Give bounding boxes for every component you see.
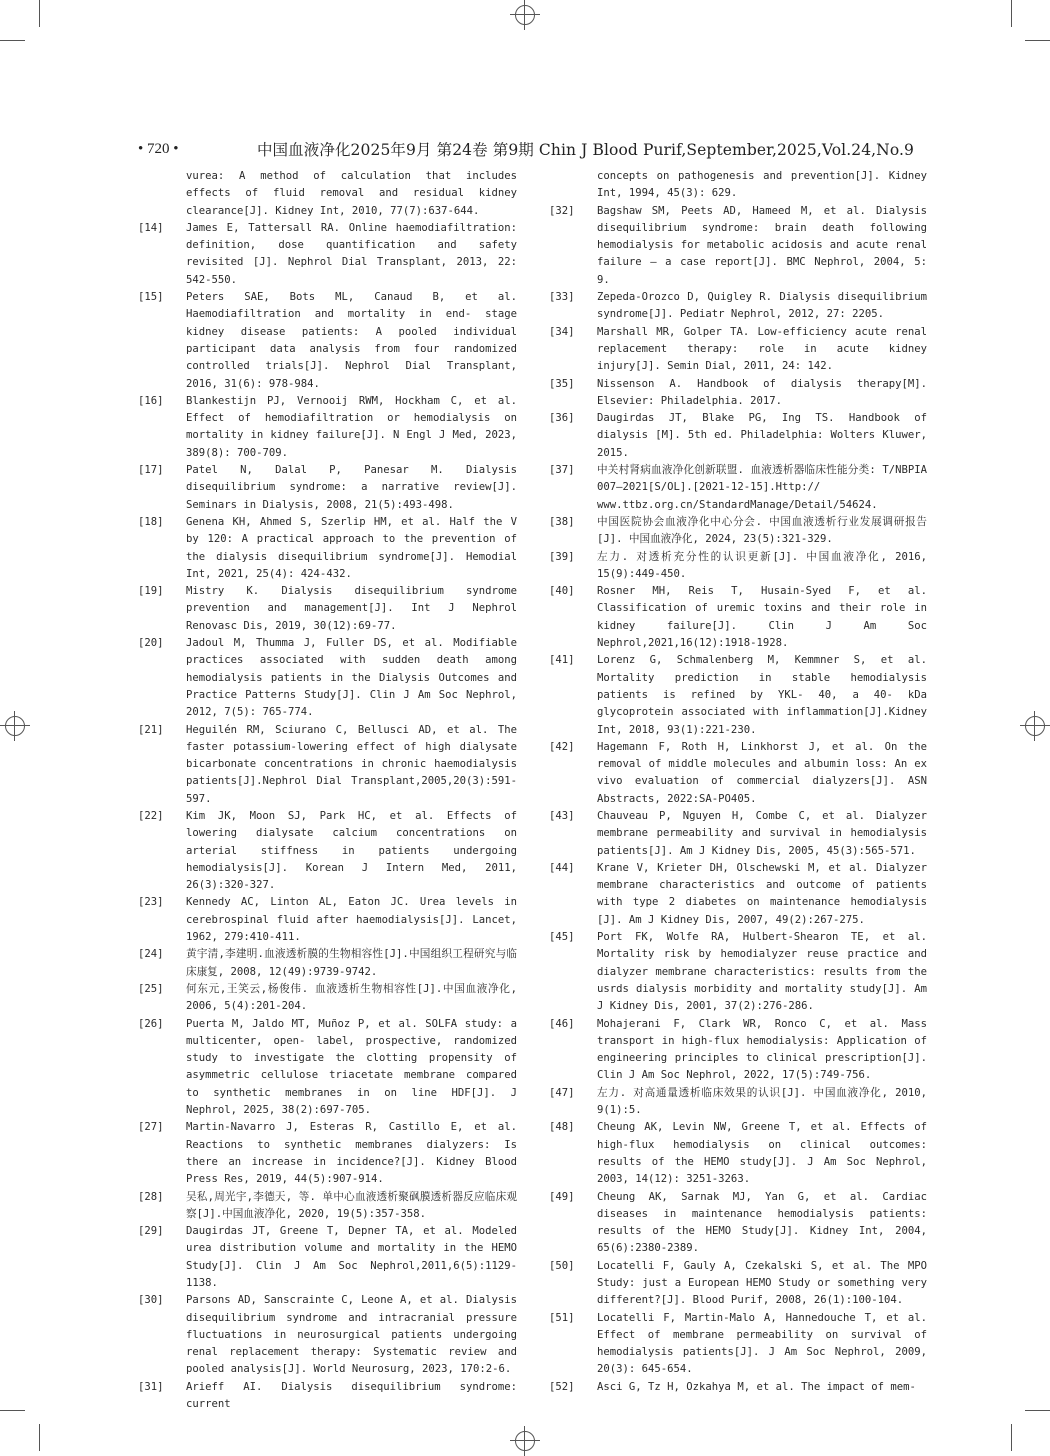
reference-text: Blankestijn PJ, Vernooij RWM, Hockham C, et al. Effect of hemodiafiltration or hemodialysis on mortality in kidney failure[J]. N Engl J Med, 2023, 389(8): 700-709. bbox=[186, 394, 517, 459]
reference-text: Cheung AK, Levin NW, Greene T, et al. Effects of high-flux hemodialysis on clinical outcomes: results of the HEMO study[J]. J Am Soc Nephrol, 2003, 14(12): 3251-3263. bbox=[597, 1121, 927, 1186]
reference-number: [45] bbox=[549, 931, 575, 944]
reference-item bbox=[549, 1258, 927, 1310]
reference-text: James E, Tattersall RA. Online haemodiafiltration: definition, dose quantification and safety revisited [J]. Nephrol Dial Transplant, 2013, 22: 542-550. bbox=[186, 221, 517, 286]
reference-number: [23] bbox=[138, 896, 164, 909]
reference-text: Parsons AD, Sanscrainte C, Leone A, et al. Dialysis disequilibrium syndrome and intracranial pressure fluctuations in neurosurgical patients undergoing renal replacement therapy: Systematic review and pooled analysis[J]. World Neurosurg, 2023, 170:2-6. bbox=[186, 1294, 517, 1376]
reference-text: Mohajerani F, Clark WR, Ronco C, et al. Mass transport in high-flux hemodialysis: Application of engineering principles to clinical prescription[J]. Clin J Am Soc Nephrol, 2022, 17(5):749-756. bbox=[597, 1017, 927, 1082]
reference-item bbox=[138, 514, 517, 583]
reference-item bbox=[549, 808, 927, 860]
crop-mark bbox=[39, 0, 40, 27]
reference-number: [37] bbox=[549, 464, 575, 477]
reference-number: [50] bbox=[549, 1259, 575, 1272]
reference-item bbox=[549, 289, 927, 324]
reference-number: [14] bbox=[138, 221, 164, 234]
reference-number: [26] bbox=[138, 1017, 164, 1030]
reference-text: Locatelli F, Gauly A, Czekalski S, et al. The MPO Study: just a European HEMO Study or something very different?[J]. Blood Purif, 2008, 26(1):100-104. bbox=[597, 1259, 927, 1307]
reference-column-right bbox=[549, 168, 927, 1396]
reference-text: Daugirdas JT, Greene T, Depner TA, et al. Modeled urea distribution volume and mortality in the HEMO Study[J]. Clin J Am Soc Nephrol,2011,6(5):1129-1138. bbox=[186, 1225, 517, 1289]
reference-number: [39] bbox=[549, 550, 575, 563]
reference-text: Martin-Navarro J, Esteras R, Castillo E, et al. Reactions to synthetic membranes dialyzers: Is there an increase in incidence?[J]. Kidney Blood Press Res, 2019, 44(5):907-914. bbox=[186, 1121, 517, 1186]
crop-mark bbox=[1011, 0, 1012, 27]
reference-number: [51] bbox=[549, 1311, 575, 1324]
reference-text: Lorenz G, Schmalenberg M, Kemmner S, et al. Mortality prediction in stable hemodialysis patients is refined by YKL- 40, a 40- kDa glycoprotein associated with inflammation[J].Kidney Int, 2018, 93(1):221-230. bbox=[597, 654, 927, 736]
reference-item bbox=[549, 1310, 927, 1379]
registration-mark-bottom bbox=[510, 1426, 540, 1456]
reference-number: [27] bbox=[138, 1121, 164, 1134]
reference-number: [25] bbox=[138, 982, 164, 995]
reference-item bbox=[138, 393, 517, 462]
reference-number: [41] bbox=[549, 654, 575, 667]
journal-citation: 中国血液净化2025年9月 第24卷 第9期 Chin J Blood Purif,September,2025,Vol.24,No.9 bbox=[256, 141, 914, 159]
reference-text: Krane V, Krieter DH, Olschewski M, et al. Dialyzer membrane characteristics and outcome of patients with type 2 diabetes on maintenance hemodialysis [J]. Am J Kidney Dis, 2007, 49(2):267-275. bbox=[597, 861, 927, 926]
reference-column-left bbox=[138, 168, 517, 1413]
page-number: • 720 • bbox=[138, 141, 179, 157]
reference-item bbox=[138, 168, 517, 220]
reference-text: 中关村肾病血液净化创新联盟. 血液透析器临床性能分类: T/NBPIA 007—2021[S/OL].[2021-12-15].Http:// www.ttbz.org.cn/StandardManage/Detail/54624. bbox=[597, 464, 927, 511]
reference-text: Port FK, Wolfe RA, Hulbert-Shearon TE, et al. Mortality risk by hemodialyzer reuse practice and dialyzer membrane characteristics: results from the usrds dialysis morbidity and mortality study[J]. Am J Kidney Dis, 2001, 37(2):276-286. bbox=[597, 931, 927, 1013]
reference-item bbox=[549, 860, 927, 929]
reference-item bbox=[549, 583, 927, 652]
reference-item bbox=[138, 220, 517, 289]
reference-text: concepts on pathogenesis and prevention[J]. Kidney Int, 1994, 45(3): 629. bbox=[597, 170, 927, 200]
reference-text: 吴私,周光宇,李德天, 等. 单中心血液透析聚砜膜透析器反应临床观察[J].中国血液净化, 2020, 19(5):357-358. bbox=[186, 1190, 517, 1220]
crop-mark bbox=[1011, 1424, 1012, 1451]
reference-number: [44] bbox=[549, 861, 575, 874]
reference-number: [52] bbox=[549, 1380, 575, 1393]
reference-item bbox=[138, 1189, 517, 1224]
reference-number: [15] bbox=[138, 291, 164, 304]
reference-number: [46] bbox=[549, 1017, 575, 1030]
reference-number: [35] bbox=[549, 377, 575, 390]
reference-item bbox=[138, 1119, 517, 1188]
reference-text: Daugirdas JT, Blake PG, Ing TS. Handbook of dialysis [M]. 5th ed. Philadelphia: Wolters Kluwer, 2015. bbox=[597, 412, 927, 459]
reference-text: Peters SAE, Bots ML, Canaud B, et al. Haemodiafiltration and mortality in end- stage kidney disease patients: A pooled individual participant data analysis from four randomized controlled trials[J]. Nephrol Dial Transplant, 2016, 31(6): 978-984. bbox=[186, 291, 517, 390]
reference-item bbox=[138, 1223, 517, 1292]
reference-number: [48] bbox=[549, 1121, 575, 1134]
reference-number: [19] bbox=[138, 585, 164, 598]
reference-number: [18] bbox=[138, 515, 164, 528]
reference-item bbox=[138, 1292, 517, 1378]
reference-text: Genena KH, Ahmed S, Szerlip HM, et al. Half the V by 120: A practical approach to the prevention of the dialysis disequilibrium syndrome[J]. Hemodial Int, 2021, 25(4): 424-432. bbox=[186, 515, 517, 580]
reference-number: [43] bbox=[549, 809, 575, 822]
reference-number: [34] bbox=[549, 325, 575, 338]
reference-item bbox=[549, 1085, 927, 1120]
reference-text: 黄宇清,李建明.血液透析膜的生物相容性[J].中国组织工程研究与临床康复, 2008, 12(49):9739-9742. bbox=[186, 948, 517, 978]
reference-item bbox=[138, 1016, 517, 1120]
reference-item bbox=[549, 410, 927, 462]
reference-text: Zepeda-Orozco D, Quigley R. Dialysis disequilibrium syndrome[J]. Pediatr Nephrol, 2012, 27: 2205. bbox=[597, 291, 927, 321]
reference-item bbox=[138, 1379, 517, 1414]
reference-number: [16] bbox=[138, 394, 164, 407]
reference-text: Rosner MH, Reis T, Husain-Syed F, et al. Classification of uremic toxins and their role in kidney failure[J]. Clin J Am Soc Nephrol,2021,16(12):1918-1928. bbox=[597, 585, 927, 650]
reference-number: [21] bbox=[138, 723, 164, 736]
reference-text: Locatelli F, Martin-Malo A, Hannedouche T, et al. Effect of membrane permeability on survival of hemodialysis patients[J]. J Am Soc Nephrol, 2009, 20(3): 645-654. bbox=[597, 1311, 927, 1376]
reference-text: Hagemann F, Roth H, Linkhorst J, et al. On the removal of middle molecules and albumin loss: An ex vivo evaluation of commercial dialyzers[J]. ASN Abstracts, 2022:SA-PO405. bbox=[597, 740, 927, 805]
reference-item bbox=[549, 203, 927, 289]
reference-item bbox=[138, 808, 517, 894]
reference-number: [42] bbox=[549, 740, 575, 753]
reference-item bbox=[138, 289, 517, 393]
reference-item bbox=[549, 168, 927, 203]
reference-item bbox=[549, 652, 927, 738]
reference-number: [17] bbox=[138, 464, 164, 477]
reference-number: [31] bbox=[138, 1380, 164, 1393]
reference-number: [33] bbox=[549, 291, 575, 304]
reference-number: [30] bbox=[138, 1294, 164, 1307]
reference-text: Bagshaw SM, Peets AD, Hameed M, et al. Dialysis disequilibrium syndrome: brain death following hemodialysis for metabolic acidosis and acute renal failure – a case report[J]. BMC Nephrol, 2004, 5: 9. bbox=[597, 204, 927, 286]
reference-item bbox=[549, 739, 927, 808]
reference-text: 左力. 对透析充分性的认识更新[J]. 中国血液净化, 2016, 15(9):449-450. bbox=[597, 550, 927, 580]
reference-item bbox=[549, 324, 927, 376]
reference-number: [32] bbox=[549, 204, 575, 217]
reference-number: [28] bbox=[138, 1190, 164, 1203]
reference-number: [36] bbox=[549, 412, 575, 425]
reference-text: Chauveau P, Nguyen H, Combe C, et al. Dialyzer membrane permeability and survival in hemodialysis patients[J]. Am J Kidney Dis, 2005, 45(3):565-571. bbox=[597, 809, 927, 857]
reference-item bbox=[549, 1379, 927, 1396]
crop-mark bbox=[0, 1410, 25, 1411]
reference-item bbox=[138, 894, 517, 946]
reference-number: [20] bbox=[138, 637, 164, 650]
reference-text: Jadoul M, Thumma J, Fuller DS, et al. Modifiable practices associated with sudden death among hemodialysis patients in the Dialysis Outcomes and Practice Patterns Study[J]. Clin J Am Soc Nephrol, 2012, 7(5): 765-774. bbox=[186, 637, 517, 719]
reference-text: Heguilén RM, Sciurano C, Bellusci AD, et al. The faster potassium-lowering effect of high dialysate bicarbonate concentrations in chronic haemodialysis patients[J].Nephrol Dial Transplant,2005,20(3):591-597. bbox=[186, 723, 517, 805]
registration-mark-top bbox=[510, 0, 540, 30]
crop-mark bbox=[39, 1424, 40, 1451]
reference-item bbox=[549, 549, 927, 584]
reference-item bbox=[549, 1016, 927, 1085]
reference-item bbox=[549, 929, 927, 1015]
reference-number: [22] bbox=[138, 809, 164, 822]
reference-number: [49] bbox=[549, 1190, 575, 1203]
reference-text: Kim JK, Moon SJ, Park HC, et al. Effects of lowering dialysate calcium concentrations on arterial stiffness in patients undergoing hemodialysis[J]. Korean J Intern Med, 2011, 26(3):320-327. bbox=[186, 809, 517, 892]
reference-number: [24] bbox=[138, 948, 164, 961]
reference-item bbox=[138, 583, 517, 635]
reference-item bbox=[549, 1189, 927, 1258]
reference-item bbox=[138, 946, 517, 981]
reference-number: [40] bbox=[549, 585, 575, 598]
running-header bbox=[138, 138, 914, 162]
reference-item bbox=[138, 722, 517, 808]
reference-text: Mistry K. Dialysis disequilibrium syndrome prevention and management[J]. Int J Nephrol Renovasc Dis, 2019, 30(12):69-77. bbox=[186, 585, 517, 632]
reference-text: Nissenson A. Handbook of dialysis therapy[M]. Elsevier: Philadelphia. 2017. bbox=[597, 377, 927, 407]
reference-text: Puerta M, Jaldo MT, Muñoz P, et al. SOLFA study: a multicenter, open- label, prospective, randomized study to investigate the clotting propensity of asymmetric cellulose triacetate membrane compared to synthetic membranes in on line HDF[J]. J Nephrol, 2025, 38(2):697-705. bbox=[186, 1017, 517, 1117]
reference-number: [29] bbox=[138, 1225, 164, 1238]
reference-text: Asci G, Tz H, Ozkahya M, et al. The impact of mem- bbox=[597, 1380, 916, 1393]
reference-item bbox=[549, 376, 927, 411]
crop-mark bbox=[1025, 1410, 1050, 1411]
reference-text: Arieff AI. Dialysis disequilibrium syndrome: current bbox=[186, 1380, 517, 1411]
registration-mark-right bbox=[1020, 711, 1050, 741]
crop-mark bbox=[1025, 40, 1050, 41]
reference-number: [47] bbox=[549, 1086, 575, 1099]
reference-text: Kennedy AC, Linton AL, Eaton JC. Urea levels in cerebrospinal fluid after haemodialysis[J]. Lancet, 1962, 279:410-411. bbox=[186, 896, 517, 944]
reference-item bbox=[138, 981, 517, 1016]
registration-mark-left bbox=[0, 711, 30, 741]
reference-item bbox=[549, 462, 927, 514]
reference-item bbox=[138, 635, 517, 721]
reference-item bbox=[549, 1119, 927, 1188]
reference-text: 左力. 对高通量透析临床效果的认识[J]. 中国血液净化, 2010, 9(1):5. bbox=[597, 1086, 927, 1117]
reference-text: Cheung AK, Sarnak MJ, Yan G, et al. Cardiac diseases in maintenance hemodialysis patients: results of the HEMO Study[J]. Kidney Int, 2004, 65(6):2380-2389. bbox=[597, 1190, 927, 1255]
reference-text: vurea: A method of calculation that includes effects of fluid removal and residual kidney clearance[J]. Kidney Int, 2010, 77(7):637-644. bbox=[186, 170, 517, 217]
crop-mark bbox=[0, 40, 25, 41]
reference-item bbox=[138, 462, 517, 514]
reference-text: Marshall MR, Golper TA. Low-efficiency acute renal replacement therapy: role in acute kidney injury[J]. Semin Dial, 2011, 24: 142. bbox=[597, 325, 927, 373]
reference-text: 何东元,王笑云,杨俊伟. 血液透析生物相容性[J].中国血液净化, 2006, 5(4):201-204. bbox=[186, 982, 517, 1013]
reference-number: [38] bbox=[549, 515, 575, 528]
reference-item bbox=[549, 514, 927, 549]
reference-text: 中国医院协会血液净化中心分会. 中国血液透析行业发展调研报告[J]. 中国血液净化, 2024, 23(5):321-329. bbox=[597, 515, 927, 546]
reference-text: Patel N, Dalal P, Panesar M. Dialysis disequilibrium syndrome: a narrative review[J]. Seminars in Dialysis, 2008, 21(5):493-498. bbox=[186, 464, 517, 511]
